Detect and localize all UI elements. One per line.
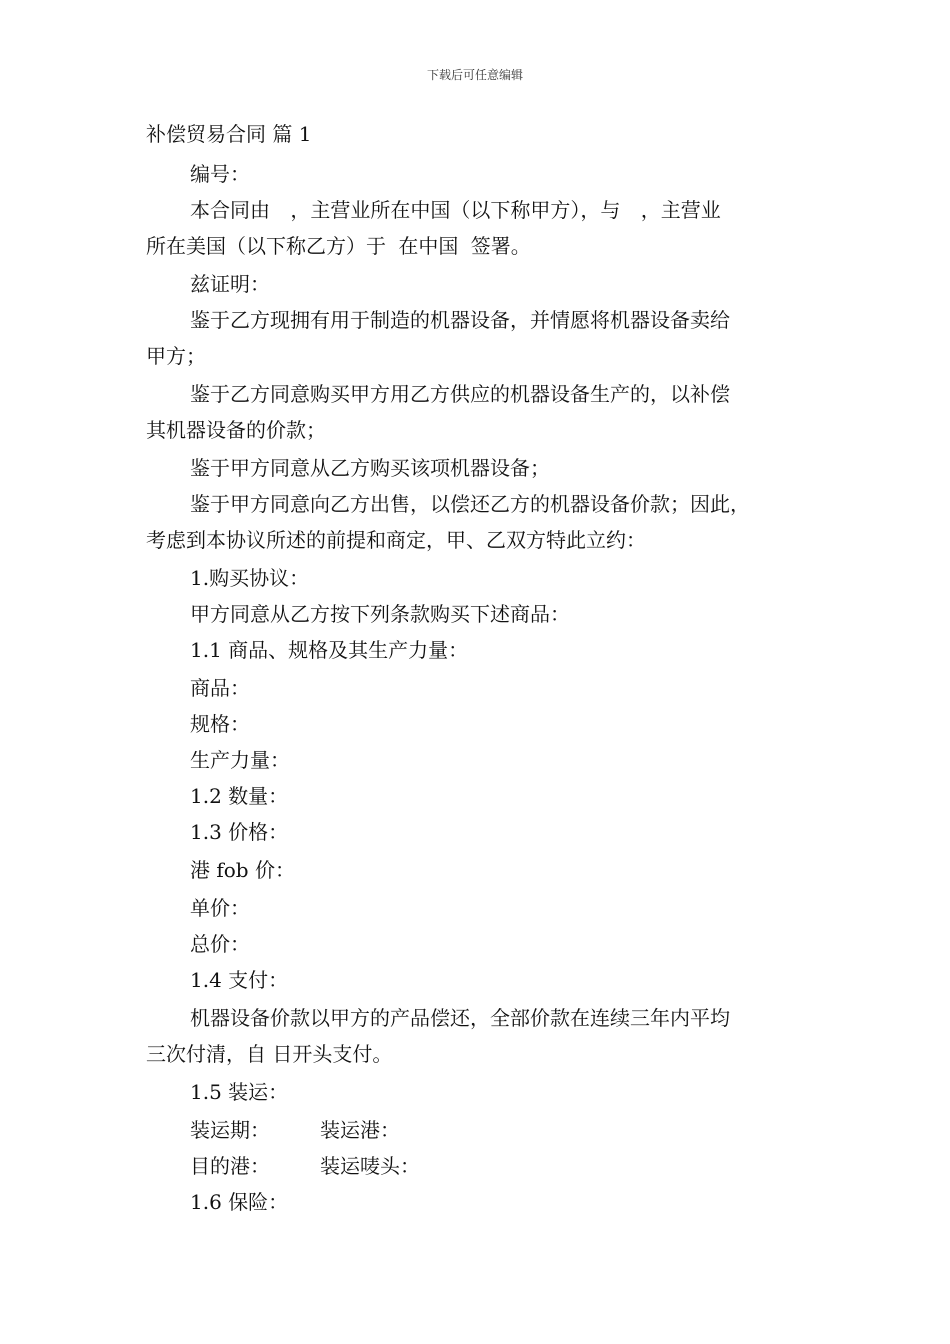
field-label: 商品： [190, 676, 250, 700]
paragraph-line: 鉴于乙方现拥有用于制造的机器设备，并情愿将机器设备卖给 [190, 308, 730, 332]
paragraph-line: 鉴于乙方同意购买甲方用乙方供应的机器设备生产的，以补偿 [190, 382, 730, 406]
paragraph-line: 兹证明： [190, 272, 270, 296]
paragraph-line: 甲方同意从乙方按下列条款购买下述商品： [190, 602, 570, 626]
paragraph-line: 机器设备价款以甲方的产品偿还，全部价款在连续三年内平均 [190, 1006, 730, 1030]
paragraph-line: 其机器设备的价款； [146, 418, 326, 442]
paragraph-line: 考虑到本协议所述的前提和商定，甲、乙双方特此立约： [146, 528, 646, 552]
field-label: 规格： [190, 712, 250, 736]
field-label: 港 fob 价： [190, 858, 295, 882]
clause-heading: 1.6 保险： [190, 1190, 289, 1214]
clause-heading: 1.3 价格： [190, 820, 289, 844]
clause-heading: 1.1 商品、规格及其生产力量： [190, 638, 469, 662]
clause-heading: 1.2 数量： [190, 784, 289, 808]
document-title: 补偿贸易合同 篇 1 [146, 122, 312, 146]
field-label: 单价： [190, 896, 250, 920]
clause-heading: 1.4 支付： [190, 968, 289, 992]
paragraph-line: 三次付清，自 日开头支付。 [146, 1042, 393, 1066]
field-label: 生产力量： [190, 748, 290, 772]
paragraph-line: 鉴于甲方同意向乙方出售，以偿还乙方的机器设备价款；因此， [190, 492, 750, 516]
page-header: 下载后可任意编辑 [426, 68, 523, 82]
field-label: 装运期： [190, 1118, 270, 1142]
clause-heading: 1.5 装运： [190, 1080, 289, 1104]
paragraph-line: 本合同由 ，主营业所在中国（以下称甲方），与 ，主营业 [190, 198, 721, 222]
field-label: 装运港： [320, 1118, 400, 1142]
field-label: 装运唛头： [320, 1154, 420, 1178]
paragraph-line: 鉴于甲方同意从乙方购买该项机器设备； [190, 456, 550, 480]
paragraph-line: 所在美国（以下称乙方）于 在中国 签署。 [146, 234, 531, 258]
field-label: 目的港： [190, 1154, 270, 1178]
paragraph-line: 编号： [190, 162, 250, 186]
paragraph-line: 甲方； [146, 344, 206, 368]
field-label: 总价： [190, 932, 250, 956]
section-heading: 1.购买协议： [190, 566, 310, 590]
